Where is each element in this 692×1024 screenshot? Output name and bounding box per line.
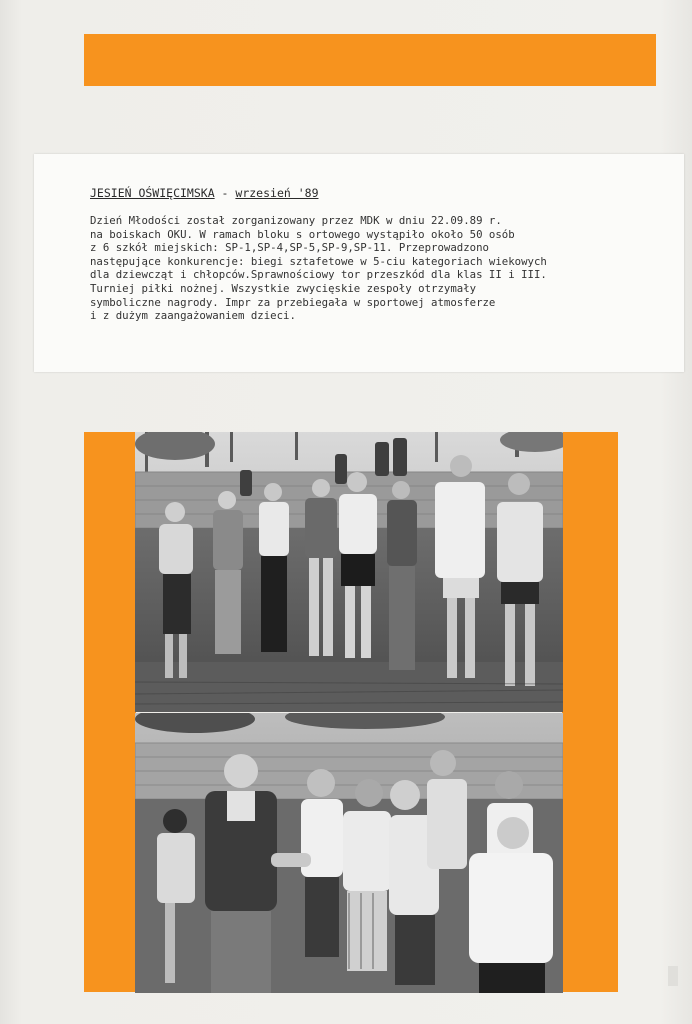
title-date: wrzesień '89 xyxy=(235,186,319,200)
right-orange-strip xyxy=(562,432,618,992)
document-body xyxy=(90,214,665,323)
body-line: symboliczne nagrody. Impr za przebiegała w sportowej atmosferze xyxy=(90,295,496,309)
title-main: JESIEŃ OŚWIĘCIMSKA xyxy=(90,186,215,200)
body-line: na boiskach OKU. W ramach bloku s ortowego wystąpiło około 50 osób xyxy=(90,227,515,241)
photo-award-ceremony-image xyxy=(135,713,563,993)
left-orange-strip xyxy=(84,432,136,992)
photo-award-ceremony xyxy=(135,713,563,993)
body-line: dla dziewcząt i chłopców.Sprawnościowy tor przeszkód dla klas II i III. xyxy=(90,268,547,282)
body-line: z 6 szkół miejskich: SP-1,SP-4,SP-5,SP-9,SP-11. Przeprowadzono xyxy=(90,241,489,255)
body-line: Dzień Młodości został zorganizowany przez MDK w dniu 22.09.89 r. xyxy=(90,214,502,227)
document-title xyxy=(90,186,319,200)
photo-children-lineup xyxy=(135,432,563,712)
body-line: następujące konkurencje: biegi sztafetowe w 5-ciu kategoriach wiekowych xyxy=(90,254,547,268)
photo-children-lineup-image xyxy=(135,432,563,712)
top-orange-band xyxy=(84,34,656,86)
edge-scan-mark xyxy=(668,966,678,986)
title-separator: - xyxy=(214,186,236,200)
body-line: Turniej piłki nożnej. Wszystkie zwycięskie zespoły otrzymały xyxy=(90,281,477,295)
body-line: i z dużym zaangażowaniem dzieci. xyxy=(90,309,296,323)
